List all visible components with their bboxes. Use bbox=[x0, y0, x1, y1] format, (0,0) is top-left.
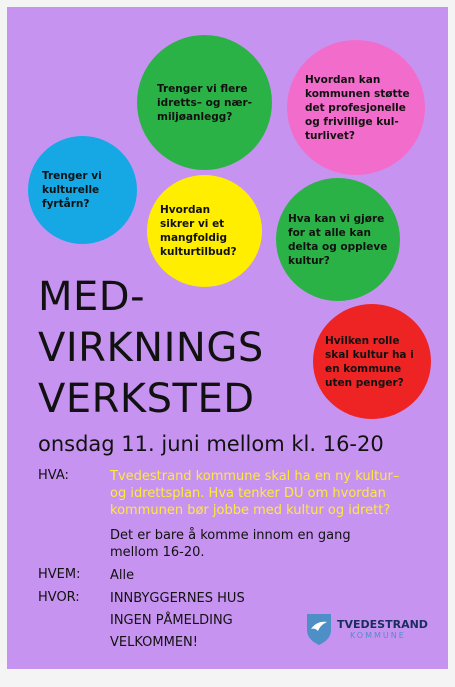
bubble-text: Hvordan sikrer vi et mangfoldig kulturtilbud? bbox=[160, 204, 237, 258]
hva-label: HVA: bbox=[38, 468, 69, 483]
hvem-label: HVEM: bbox=[38, 567, 81, 582]
question-bubble-participation bbox=[276, 178, 400, 301]
question-bubble-support-culture bbox=[287, 40, 425, 175]
question-bubble-diverse-offer bbox=[147, 175, 262, 287]
welcome-text: VELKOMMEN! bbox=[110, 635, 198, 650]
event-date: onsdag 11. juni mellom kl. 16-20 bbox=[38, 432, 384, 456]
bubble-text: Trenger vi kulturelle fyrtårn? bbox=[42, 170, 102, 210]
title-line-1: MED- bbox=[38, 274, 146, 320]
bubble-text: Hvordan kan kommunen støtte det profesjonelle og frivillige kul- turlivet? bbox=[305, 73, 410, 142]
title-line-3: VERKSTED bbox=[38, 376, 255, 422]
logo-name: TVEDESTRAND bbox=[337, 618, 428, 631]
hva-note: Det er bare å komme innom en gang mellom 16-20. bbox=[110, 528, 351, 560]
bubble-text: Trenger vi flere idretts– og nær- miljøanlegg? bbox=[157, 82, 253, 123]
hvem-value: Alle bbox=[110, 568, 135, 583]
title-line-2: VIRKNINGS bbox=[38, 325, 264, 371]
question-bubble-sports-facilities bbox=[137, 35, 272, 170]
bubble-text: Hva kan vi gjøre for at alle kan delta og oppleve kultur? bbox=[288, 212, 388, 267]
bubble-text: Hvilken rolle skal kultur ha i en kommune uten penger? bbox=[325, 334, 414, 389]
tvedestrand-shield-icon bbox=[305, 612, 333, 646]
logo-subtitle: KOMMUNE bbox=[350, 631, 406, 640]
hvor-label: HVOR: bbox=[38, 590, 80, 605]
question-bubble-lighthouses bbox=[28, 136, 137, 244]
hvor-location: INNBYGGERNES HUS bbox=[110, 591, 245, 606]
hva-description: Tvedestrand kommune skal ha en ny kultur– og idrettsplan. Hva tenker DU om hvordan kommunen bør jobbe med kultur og idrett? bbox=[110, 469, 400, 518]
registration-note: INGEN PÅMELDING bbox=[110, 613, 233, 628]
question-bubble-culture-role bbox=[313, 304, 431, 419]
